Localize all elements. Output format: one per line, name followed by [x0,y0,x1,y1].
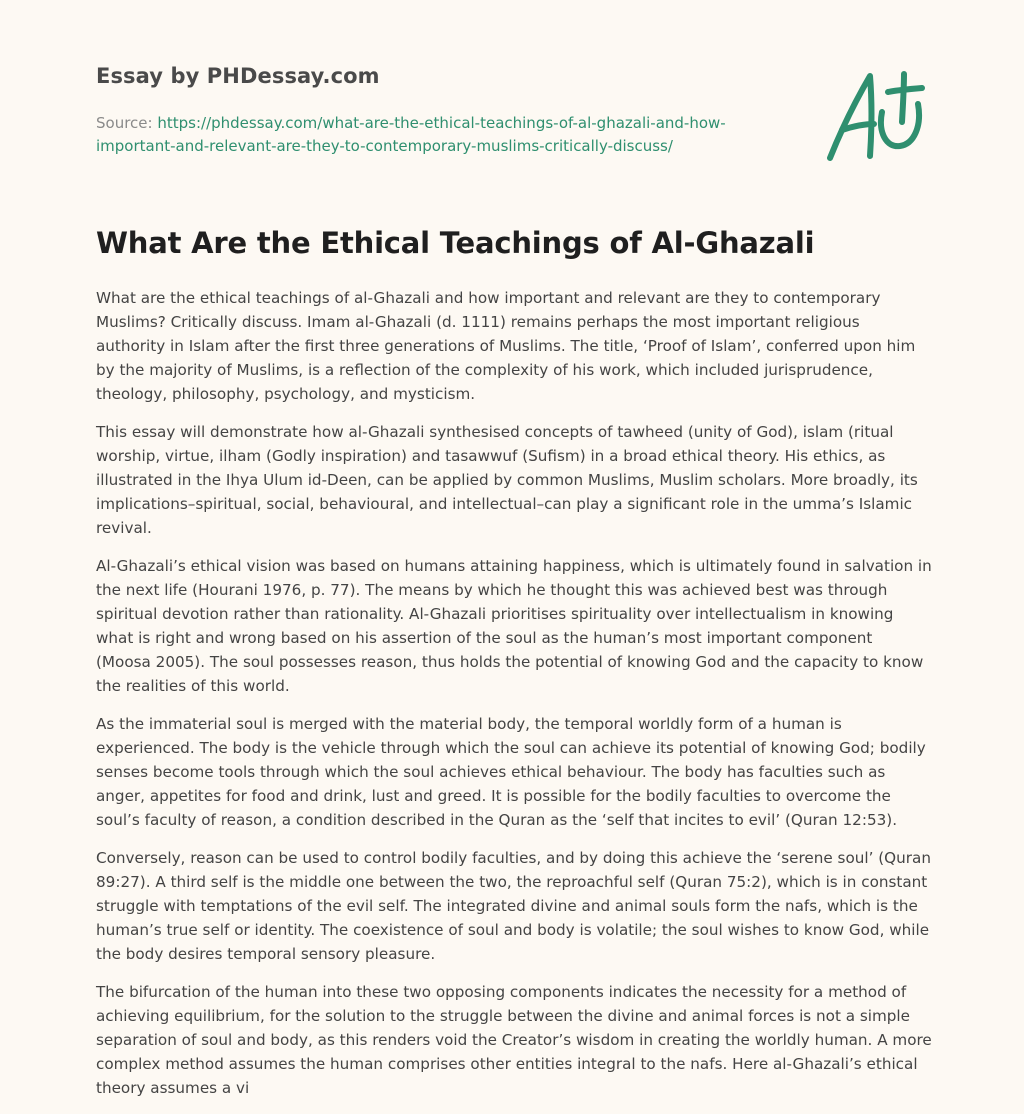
site-brand: Essay by PHDessay.com [96,64,380,88]
source-line [96,112,776,158]
paragraph: What are the ethical teachings of al-Ghazali and how important and relevant are they to contemporary Muslims? Critically discuss. Imam al-Ghazali (d. 1111) remains perhaps the most important religious authority in Islam after the first three generations of Muslims. The title, ‘Proof of Islam’, conferred upon him by the majority of Muslims, is a reflection of the complexity of his work, which included jurisprudence, theology, philosophy, psychology, and mysticism. [96,289,916,403]
essay-title: What Are the Ethical Teachings of Al-Ghazali [96,226,815,260]
source-label: Source: [96,114,153,132]
a-plus-icon [818,66,934,166]
paragraph: Conversely, reason can be used to control bodily faculties, and by doing this achieve the ‘serene soul’ (Quran 89:27). A third self is the middle one between the two, the reproachful self (Quran 75:2), which is in constant struggle with temptations of the evil self. The integrated divine and animal souls form the nafs, which is the human’s true self or identity. The coexistence of soul and body is volatile; the soul wishes to know God, while the body desires temporal sensory pleasure. [96,849,931,963]
paragraph: As the immaterial soul is merged with the material body, the temporal worldly form of a human is experienced. The body is the vehicle through which the soul can achieve its potential of knowing God; bodily senses become tools through which the soul achieves ethical behaviour. The body has faculties such as anger, appetites for food and drink, lust and greed. It is possible for the bodily faculties to overcome the soul’s faculty of reason, a condition described in the Quran as the ‘self that incites to evil’ (Quran 12:53). [96,715,926,829]
paragraph: The bifurcation of the human into these two opposing components indicates the necessity for a method of achieving equilibrium, for the solution to the struggle between the divine and animal forces is not a simple separation of soul and body, as this renders void the Creator’s wisdom in creating the worldly human. A more complex method assumes the human comprises other entities integral to the nafs. Here al-Ghazali’s ethical theory assumes a vi [96,983,932,1097]
paragraph: This essay will demonstrate how al-Ghazali synthesised concepts of tawheed (unity of God), islam (ritual worship, virtue, ilham (Godly inspiration) and tasawwuf (Sufism) in a broad ethical theory. His ethics, as illustrated in the Ihya Ulum id-Deen, can be applied by common Muslims, Muslim scholars. More broadly, its implications–spiritual, social, behavioural, and intellectual–can play a significant role in the umma’s Islamic revival. [96,423,918,537]
source-link[interactable]: https://phdessay.com/what-are-the-ethical-teachings-of-al-ghazali-and-how-important-and-relevant-are-they-to-contemporary-muslims-critically-discuss/ [96,114,726,155]
essay-body [96,286,932,1114]
paragraph: Al-Ghazali’s ethical vision was based on humans attaining happiness, which is ultimately found in salvation in the next life (Hourani 1976, p. 77). The means by which he thought this was achieved best was through spiritual devotion rather than rationality. Al-Ghazali prioritises spirituality over intellectualism in knowing what is right and wrong based on his assertion of the soul as the human’s most important component (Moosa 2005). The soul possesses reason, thus holds the potential of knowing God and the capacity to know the realities of this world. [96,557,932,695]
